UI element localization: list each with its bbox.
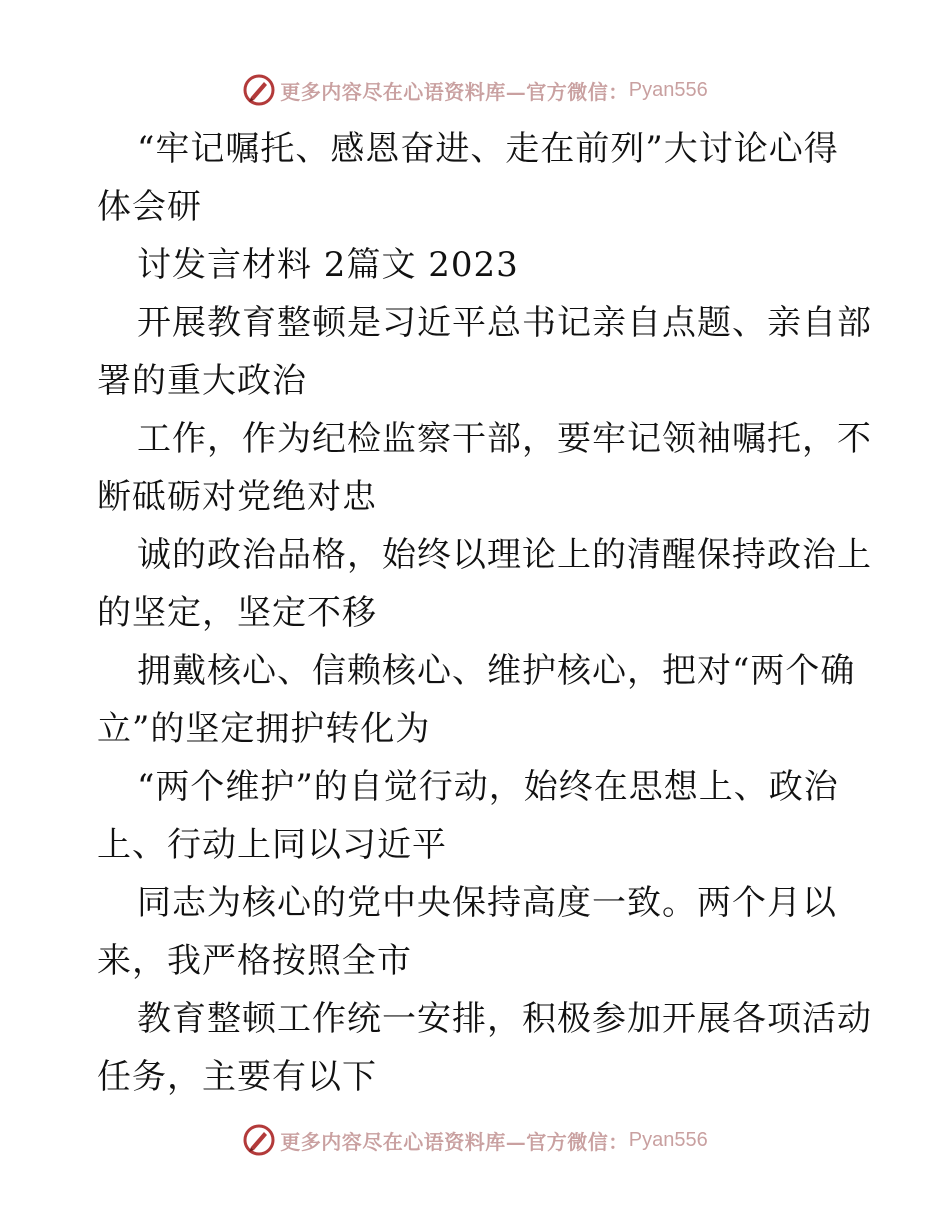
text-line: 任务，主要有以下 bbox=[97, 1057, 377, 1097]
text-line: 诚的政治品格，始终以理论上的清醒保持政治上 bbox=[137, 535, 872, 575]
text-line: 开展教育整顿是习近平总书记亲自点题、亲自部 bbox=[137, 303, 872, 343]
watermark-text: 更多内容尽在心语资料库—官方微信： bbox=[280, 79, 629, 104]
watermark-wechat-id: Pyan556 bbox=[628, 1128, 708, 1151]
header-watermark bbox=[0, 70, 950, 110]
text-line: 上、行动上同以习近平 bbox=[97, 825, 447, 865]
text-line: “牢记嘱托、感恩奋进、走在前列”大讨论心得 bbox=[137, 129, 839, 169]
watermark-text: 更多内容尽在心语资料库—官方微信： bbox=[280, 1129, 629, 1154]
text-line: 署的重大政治 bbox=[97, 361, 307, 401]
text-line: 立”的坚定拥护转化为 bbox=[97, 709, 431, 749]
pen-logo-icon bbox=[242, 1123, 276, 1157]
text-line: 同志为核心的党中央保持高度一致。两个月以 bbox=[137, 883, 837, 923]
document-body bbox=[97, 120, 872, 1106]
watermark-wechat-id: Pyan556 bbox=[628, 78, 708, 101]
text-line: 来，我严格按照全市 bbox=[97, 941, 412, 981]
text-line: 工作，作为纪检监察干部，要牢记领袖嘱托，不 bbox=[137, 419, 872, 459]
pen-logo-icon bbox=[242, 73, 276, 107]
text-line: 教育整顿工作统一安排，积极参加开展各项活动 bbox=[137, 999, 872, 1039]
text-line: “两个维护”的自觉行动，始终在思想上、政治 bbox=[137, 767, 839, 807]
text-line: 断砥砺对党绝对忠 bbox=[97, 477, 377, 517]
text-line: 体会研 bbox=[97, 187, 202, 227]
text-line: 讨发言材料 2篇文 2023 bbox=[137, 245, 519, 285]
footer-watermark bbox=[0, 1120, 950, 1160]
text-line: 拥戴核心、信赖核心、维护核心，把对“两个确 bbox=[137, 651, 856, 691]
text-line: 的坚定，坚定不移 bbox=[97, 593, 377, 633]
